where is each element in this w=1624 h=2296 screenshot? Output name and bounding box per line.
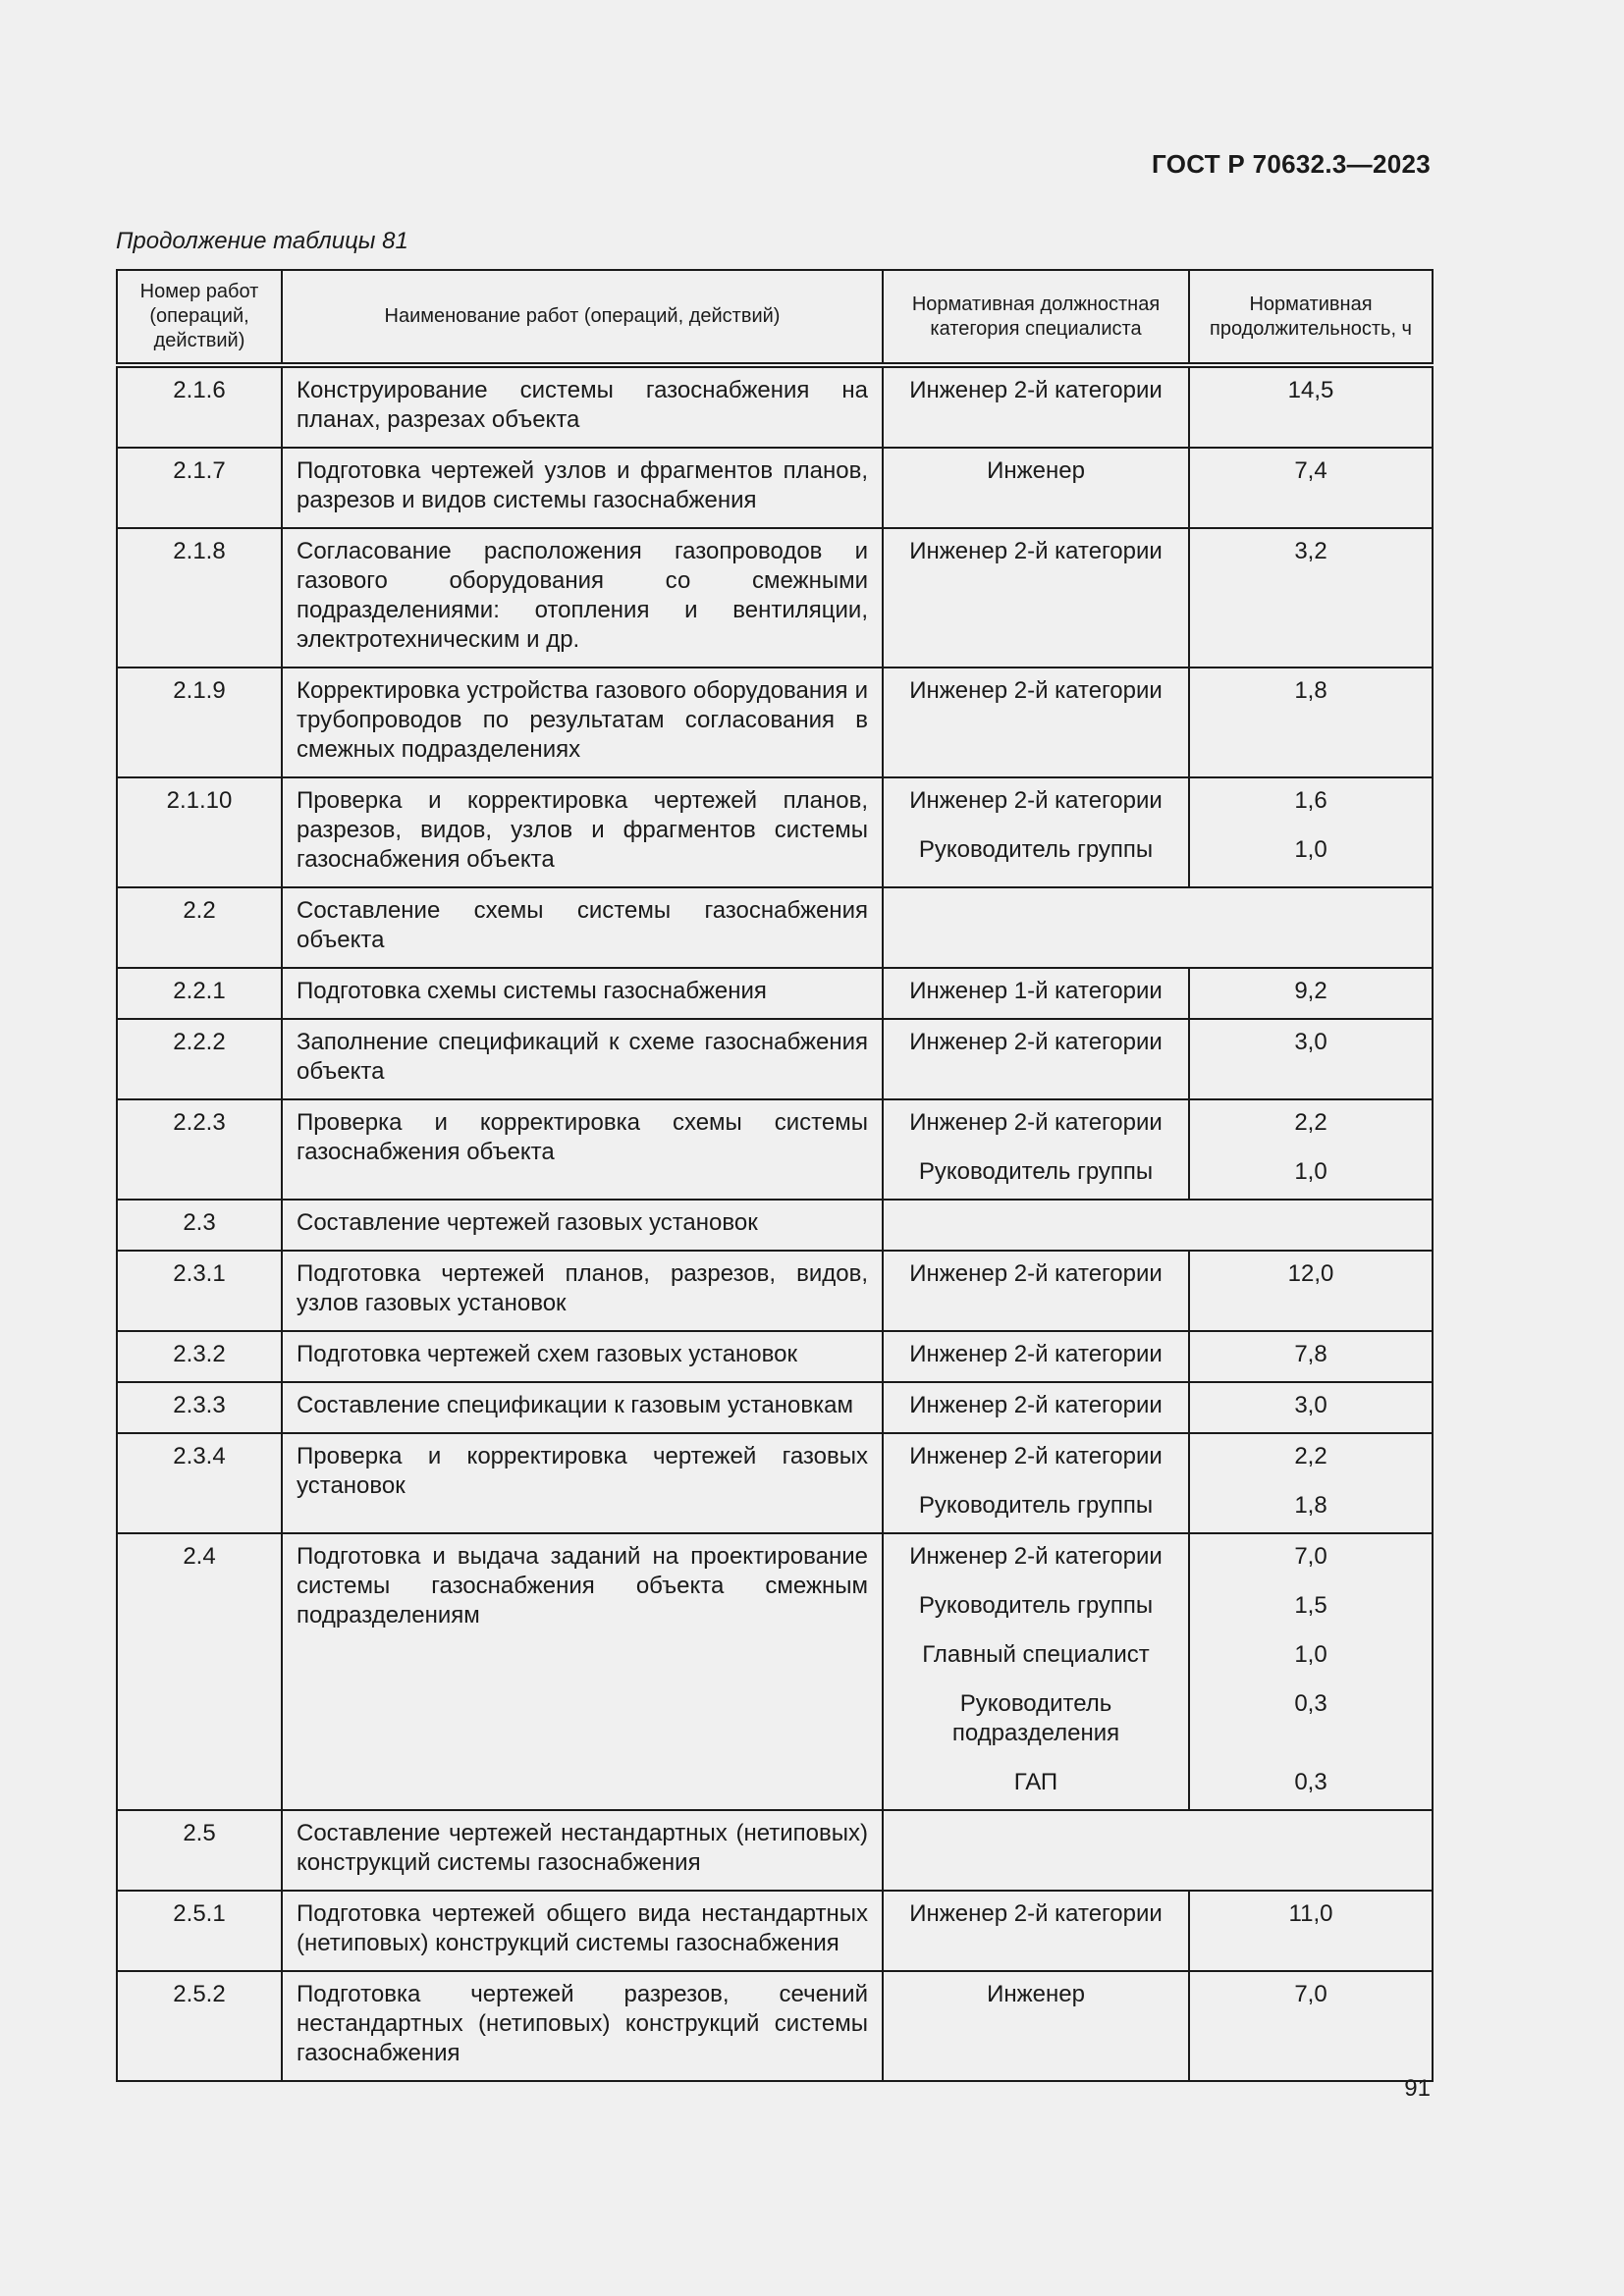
table-row — [117, 1533, 1433, 1810]
cell-work-name: Подготовка чертежей общего вида нестандартных (нетиповых) конструкций системы газоснабжения — [282, 1891, 883, 1971]
cell-empty-merged — [883, 1200, 1433, 1251]
cell-duration — [1189, 365, 1433, 448]
table-body — [117, 365, 1433, 2081]
cell-specialist-category — [883, 968, 1189, 1019]
duration-entry: 9,2 — [1294, 978, 1327, 1004]
cell-empty-merged — [883, 1810, 1433, 1891]
cell-work-name: Подготовка чертежей планов, разрезов, видов, узлов газовых установок — [282, 1251, 883, 1331]
table-row — [117, 1251, 1433, 1331]
cell-specialist-category — [883, 1099, 1189, 1200]
cell-work-number: 2.3 — [117, 1200, 282, 1251]
table-row — [117, 1382, 1433, 1433]
cell-work-name: Составление спецификации к газовым установкам — [282, 1382, 883, 1433]
cell-work-number: 2.5.2 — [117, 1971, 282, 2081]
table-row — [117, 365, 1433, 448]
cell-work-name: Подготовка чертежей схем газовых установок — [282, 1331, 883, 1382]
cell-specialist-category — [883, 448, 1189, 528]
cell-empty-merged — [883, 887, 1433, 968]
cell-work-number: 2.1.9 — [117, 667, 282, 777]
cell-work-name: Составление чертежей газовых установок — [282, 1200, 883, 1251]
cell-work-name: Проверка и корректировка чертежей газовых установок — [282, 1433, 883, 1533]
category-entry: Главный специалист — [922, 1641, 1150, 1668]
cell-specialist-category — [883, 1433, 1189, 1533]
table-row — [117, 1200, 1433, 1251]
category-entry: Инженер — [987, 457, 1085, 484]
table-row — [117, 1891, 1433, 1971]
cell-work-number: 2.3.3 — [117, 1382, 282, 1433]
duration-entry: 2,2 — [1294, 1443, 1327, 1469]
category-entry: Инженер — [987, 1981, 1085, 2007]
cell-work-name: Согласование расположения газопроводов и газового оборудования со смежными подразделениями: отопления и вентиляции, электротехническим и др. — [282, 528, 883, 667]
duration-entry: 1,0 — [1294, 836, 1327, 863]
category-entry: Инженер 2-й категории — [909, 1029, 1163, 1055]
duration-entry: 0,3 — [1294, 1769, 1327, 1795]
cell-work-number: 2.3.1 — [117, 1251, 282, 1331]
table-row — [117, 667, 1433, 777]
duration-entry: 1,6 — [1294, 787, 1327, 814]
duration-entry: 2,2 — [1294, 1109, 1327, 1136]
cell-specialist-category — [883, 1971, 1189, 2081]
cell-work-name: Корректировка устройства газового оборудования и трубопроводов по результатам согласования в смежных подразделениях — [282, 667, 883, 777]
category-entry: ГАП — [1013, 1769, 1058, 1795]
category-entry: Инженер 2-й категории — [909, 1443, 1163, 1469]
cell-duration — [1189, 968, 1433, 1019]
cell-work-number: 2.5 — [117, 1810, 282, 1891]
category-entry: Инженер 2-й категории — [909, 1341, 1163, 1367]
cell-duration — [1189, 448, 1433, 528]
table-caption: Продолжение таблицы 81 — [116, 228, 408, 254]
cell-work-name: Заполнение спецификаций к схеме газоснабжения объекта — [282, 1019, 883, 1099]
duration-entry: 7,0 — [1294, 1543, 1327, 1570]
duration-entry: 1,8 — [1294, 677, 1327, 704]
cell-specialist-category — [883, 667, 1189, 777]
cell-work-name: Составление чертежей нестандартных (нетиповых) конструкций системы газоснабжения — [282, 1810, 883, 1891]
cell-work-number: 2.1.6 — [117, 365, 282, 448]
table-header-row — [117, 270, 1433, 365]
cell-specialist-category — [883, 1382, 1189, 1433]
cell-work-number: 2.2.3 — [117, 1099, 282, 1200]
cell-work-number: 2.1.10 — [117, 777, 282, 887]
cell-duration — [1189, 1099, 1433, 1200]
category-entry: Инженер 2-й категории — [909, 787, 1163, 814]
cell-duration — [1189, 777, 1433, 887]
category-entry: Руководитель группы — [918, 1592, 1154, 1619]
duration-entry: 1,5 — [1294, 1592, 1327, 1619]
cell-work-name: Конструирование системы газоснабжения на планах, разрезах объекта — [282, 365, 883, 448]
table-row — [117, 528, 1433, 667]
cell-work-name: Подготовка чертежей узлов и фрагментов планов, разрезов и видов системы газоснабжения — [282, 448, 883, 528]
table-row — [117, 777, 1433, 887]
cell-specialist-category — [883, 777, 1189, 887]
cell-duration — [1189, 1382, 1433, 1433]
duration-entry: 3,0 — [1294, 1029, 1327, 1055]
column-header-name: Наименование работ (операций, действий) — [282, 270, 883, 365]
cell-work-number: 2.2.2 — [117, 1019, 282, 1099]
duration-entry: 1,8 — [1294, 1492, 1327, 1519]
table-row — [117, 1099, 1433, 1200]
category-entry: Руководитель группы — [918, 836, 1154, 863]
cell-work-number: 2.3.4 — [117, 1433, 282, 1533]
category-entry: Инженер 2-й категории — [909, 1260, 1163, 1287]
cell-specialist-category — [883, 1251, 1189, 1331]
category-entry: Руководитель группы — [918, 1158, 1154, 1185]
cell-duration — [1189, 667, 1433, 777]
table-header — [117, 270, 1433, 365]
cell-duration — [1189, 1533, 1433, 1810]
category-entry: Инженер 2-й категории — [909, 538, 1163, 564]
cell-duration — [1189, 528, 1433, 667]
table-row — [117, 1433, 1433, 1533]
duration-entry: 1,0 — [1294, 1641, 1327, 1668]
table-row — [117, 1019, 1433, 1099]
cell-specialist-category — [883, 1019, 1189, 1099]
duration-entry: 3,2 — [1294, 538, 1327, 564]
cell-specialist-category — [883, 1891, 1189, 1971]
document-code: ГОСТ Р 70632.3—2023 — [1152, 149, 1431, 179]
cell-duration — [1189, 1891, 1433, 1971]
table-row — [117, 1971, 1433, 2081]
duration-entry: 0,3 — [1294, 1690, 1327, 1717]
norms-table — [116, 269, 1432, 2082]
category-entry: Инженер 1-й категории — [909, 978, 1163, 1004]
cell-work-number: 2.1.7 — [117, 448, 282, 528]
category-entry: Инженер 2-й категории — [909, 1900, 1163, 1927]
table-row — [117, 1810, 1433, 1891]
cell-duration — [1189, 1251, 1433, 1331]
cell-specialist-category — [883, 1533, 1189, 1810]
duration-entry: 11,0 — [1288, 1900, 1333, 1927]
cell-work-name: Проверка и корректировка чертежей планов, разрезов, видов, узлов и фрагментов системы газоснабжения объекта — [282, 777, 883, 887]
duration-entry: 7,8 — [1294, 1341, 1327, 1367]
duration-entry: 12,0 — [1287, 1260, 1334, 1287]
column-header-category: Нормативная должностная категория специалиста — [883, 270, 1189, 365]
duration-entry: 14,5 — [1287, 377, 1334, 403]
column-header-number: Номер работ (операций, действий) — [117, 270, 282, 365]
duration-entry: 3,0 — [1294, 1392, 1327, 1418]
cell-work-name: Подготовка и выдача заданий на проектирование системы газоснабжения объекта смежным подразделениям — [282, 1533, 883, 1810]
cell-duration — [1189, 1971, 1433, 2081]
category-entry: Руководитель подразделения — [951, 1690, 1120, 1746]
category-entry: Руководитель группы — [918, 1492, 1154, 1519]
table-row — [117, 887, 1433, 968]
cell-work-number: 2.2.1 — [117, 968, 282, 1019]
norms-table-grid — [116, 269, 1434, 2082]
cell-duration — [1189, 1019, 1433, 1099]
category-entry: Инженер 2-й категории — [909, 1109, 1163, 1136]
cell-work-name: Подготовка чертежей разрезов, сечений нестандартных (нетиповых) конструкций системы газоснабжения — [282, 1971, 883, 2081]
cell-work-number: 2.2 — [117, 887, 282, 968]
cell-specialist-category — [883, 365, 1189, 448]
category-entry: Инженер 2-й категории — [909, 377, 1163, 403]
column-header-duration: Нормативная продолжительность, ч — [1189, 270, 1433, 365]
cell-work-number: 2.1.8 — [117, 528, 282, 667]
category-entry: Инженер 2-й категории — [909, 1392, 1163, 1418]
table-row — [117, 968, 1433, 1019]
table-row — [117, 1331, 1433, 1382]
cell-work-name: Составление схемы системы газоснабжения объекта — [282, 887, 883, 968]
category-entry: Инженер 2-й категории — [909, 677, 1163, 704]
duration-entry: 7,4 — [1294, 457, 1327, 484]
cell-work-name: Проверка и корректировка схемы системы газоснабжения объекта — [282, 1099, 883, 1200]
cell-work-number: 2.5.1 — [117, 1891, 282, 1971]
cell-duration — [1189, 1433, 1433, 1533]
category-entry: Инженер 2-й категории — [909, 1543, 1163, 1570]
table-row — [117, 448, 1433, 528]
duration-entry: 7,0 — [1294, 1981, 1327, 2007]
cell-duration — [1189, 1331, 1433, 1382]
cell-specialist-category — [883, 1331, 1189, 1382]
duration-entry: 1,0 — [1294, 1158, 1327, 1185]
cell-work-number: 2.3.2 — [117, 1331, 282, 1382]
cell-work-number: 2.4 — [117, 1533, 282, 1810]
cell-work-name: Подготовка схемы системы газоснабжения — [282, 968, 883, 1019]
cell-specialist-category — [883, 528, 1189, 667]
page-number: 91 — [1404, 2075, 1431, 2102]
